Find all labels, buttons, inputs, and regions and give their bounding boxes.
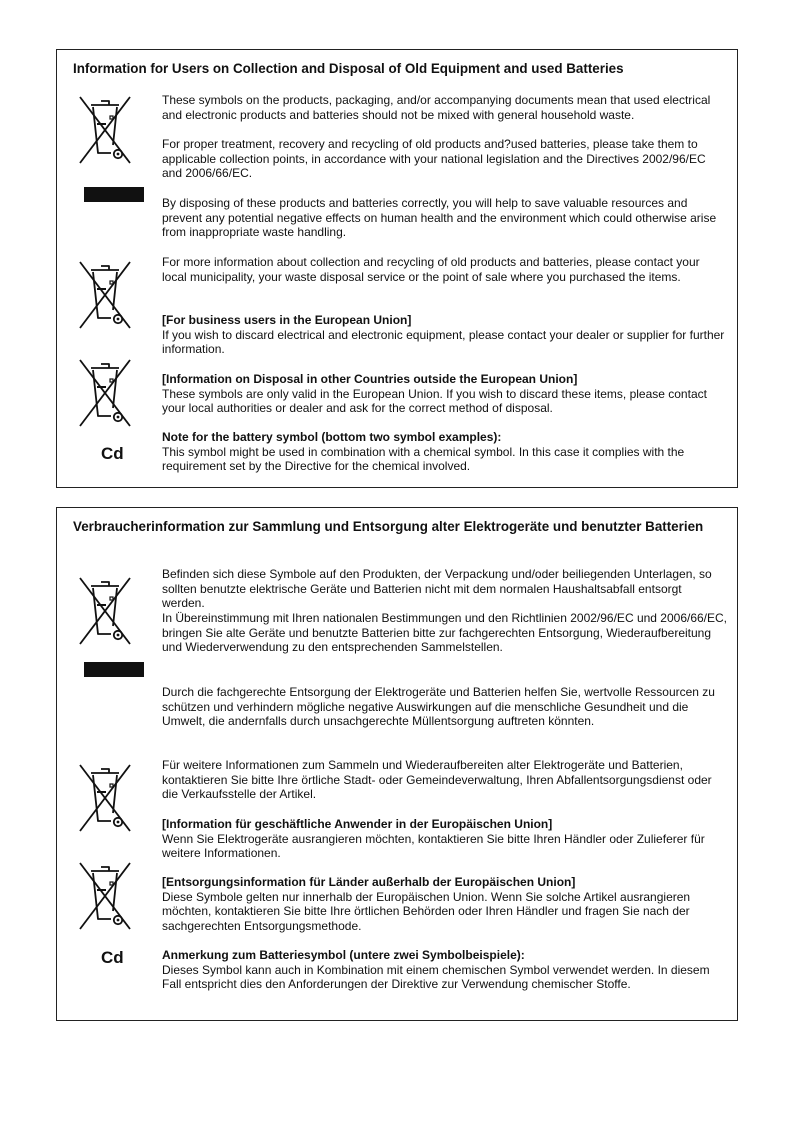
english-section (162, 430, 727, 474)
english-paragraph: By disposing of these products and batteries correctly, you will help to save valuable resources and prevent any potential negative effects on human health and the environment which could otherwise arise from inappropriate waste handling. (162, 196, 717, 240)
german-paragraph: Für weitere Informationen zum Sammeln und Wiederaufbereiten alter Elektrogeräte und Batterien, kontaktieren Sie bitte Ihre örtliche Stadt- oder Gemeindeverwaltung, Ihren Abfallentsorgungsdienst oder die Verkaufsstelle der Artikel. (162, 758, 712, 802)
black-bar-icon (84, 662, 144, 677)
section-heading: [For business users in the European Union] (162, 313, 412, 327)
section-heading: Anmerkung zum Batteriesymbol (untere zwei Symbolbeispiele): (162, 948, 525, 962)
section-text: Diese Symbole gelten nur innerhalb der Europäischen Union. Wenn Sie solche Artikel ausrangieren möchten, kontaktieren Sie bitte Ihre örtlichen Behörden oder Ihren Händler und fragen Sie nach der sachgerechten Entsorgungsmethode. (162, 889, 691, 933)
section-text: This symbol might be used in combination with a chemical symbol. In this case it complies with the requirement set by the Directive for the chemical involved. (162, 444, 685, 474)
section-text: Dieses Symbol kann auch in Kombination mit einem chemischen Symbol verwendet werden. In diesem Fall entspricht dies den Anforderungen der Direktive zur Verwendung chemischer Stoffe. (162, 962, 710, 992)
german-paragraph: In Übereinstimmung mit Ihren nationalen Bestimmungen und den Richtlinien 2002/96/EC und 2006/66/EC, bringen Sie alte Geräte und benutzte Batterien bitte zur fachgerechten Entsorgung, Wiederaufbereitung und Wiederverwendung zu den entsprechenden Sammelstellen. (162, 611, 728, 655)
black-bar-icon (84, 187, 144, 202)
section-heading: [Information für geschäftliche Anwender in der Europäischen Union] (162, 817, 553, 831)
wheelie-bin-crossed-icon (79, 358, 131, 428)
wheelie-bin-crossed-icon (79, 95, 131, 165)
english-section (162, 372, 727, 416)
german-info-box (56, 507, 738, 1021)
english-paragraph: For more information about collection and recycling of old products and batteries, please contact your local municipality, your waste disposal service or the point of sale where you purchased the items. (162, 255, 700, 284)
english-title: Information for Users on Collection and Disposal of Old Equipment and used Batteries (73, 61, 624, 76)
german-section (162, 875, 727, 933)
section-text: These symbols are only valid in the European Union. If you wish to discard these items, please contact your local authorities or dealer and ask for the correct method of disposal. (162, 386, 707, 416)
cadmium-symbol: Cd (101, 444, 124, 463)
section-text: Wenn Sie Elektrogeräte ausrangieren möchten, kontaktieren Sie bitte Ihren Händler oder Zulieferer für weitere Informationen. (162, 831, 705, 861)
section-heading: Note for the battery symbol (bottom two symbol examples): (162, 430, 502, 444)
english-info-box (56, 49, 738, 488)
section-heading: [Information on Disposal in other Countries outside the European Union] (162, 372, 578, 386)
german-title: Verbraucherinformation zur Sammlung und Entsorgung alter Elektrogeräte und benutzter Batterien (73, 519, 704, 534)
wheelie-bin-crossed-icon (79, 260, 131, 330)
english-paragraph: For proper treatment, recovery and recycling of old products and?used batteries, please take them to applicable collection points, in accordance with your national legislation and the Directives 2002/96/EC and 2006/66/EC. (162, 137, 706, 181)
cadmium-symbol: Cd (101, 948, 124, 967)
german-section (162, 948, 727, 992)
english-paragraph: These symbols on the products, packaging, and/or accompanying documents mean that used electrical and electronic products and batteries should not be mixed with general household waste. (162, 93, 711, 122)
wheelie-bin-crossed-icon (79, 861, 131, 931)
section-text: If you wish to discard electrical and electronic equipment, please contact your dealer or supplier for further information. (162, 327, 725, 357)
german-paragraph: Befinden sich diese Symbole auf den Produkten, der Verpackung und/oder beiliegenden Unterlagen, so sollten benutzte elektrische Geräte und Batterien nicht mit dem normalen Haushaltsabfall entsorgt werden. (162, 567, 712, 611)
german-paragraph: Durch die fachgerechte Entsorgung der Elektrogeräte und Batterien helfen Sie, wertvolle Ressourcen zu schützen und verhindern mögliche negative Auswirkungen auf die menschliche Gesundheit und die Umwelt, die andernfalls durch unsachgerechte Müllentsorgung auftreten könnten. (162, 685, 715, 729)
german-section (162, 817, 727, 861)
wheelie-bin-crossed-icon (79, 763, 131, 833)
wheelie-bin-crossed-icon (79, 576, 131, 646)
section-heading: [Entsorgungsinformation für Länder außerhalb der Europäischen Union] (162, 875, 576, 889)
english-section (162, 313, 727, 357)
